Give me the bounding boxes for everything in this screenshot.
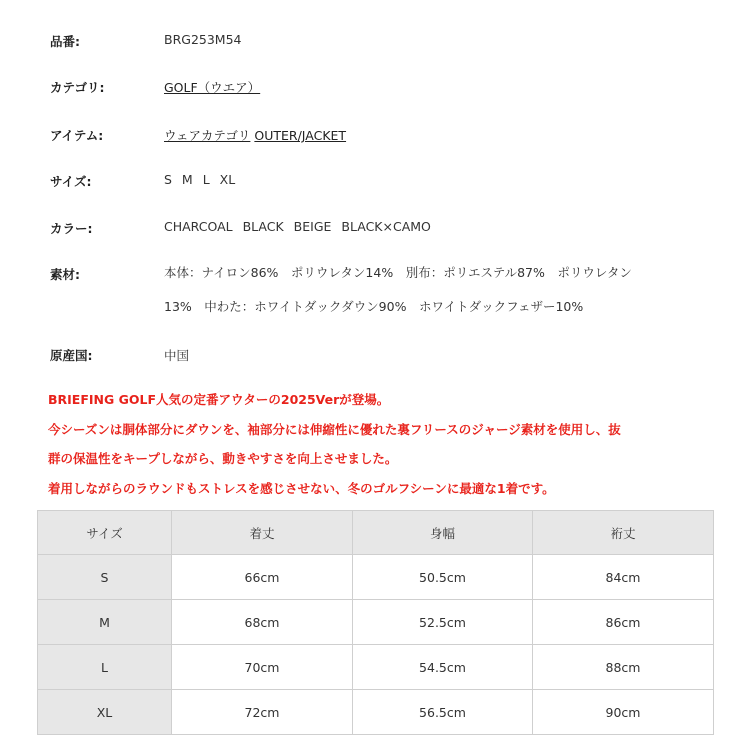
size-option: S [164, 172, 172, 187]
color-option: BEIGE [293, 219, 332, 234]
size-option: M [181, 172, 193, 187]
table-row [38, 600, 714, 645]
material-line: 本体：ナイロン86% ポリウレタン14% 別布：ポリエステル87% ポリウレタン [164, 265, 632, 280]
material-value [164, 256, 704, 324]
spec-label: アイテム: [50, 128, 104, 143]
spec-label: 品番: [50, 34, 80, 49]
sleeve-cell: 88cm [533, 645, 714, 690]
table-row [38, 555, 714, 600]
table-row [38, 645, 714, 690]
size-chart-table [37, 510, 714, 735]
width-cell: 52.5cm [353, 600, 533, 645]
color-option: BLACK×CAMO [341, 219, 431, 234]
size-option: XL [219, 172, 236, 187]
width-cell: 56.5cm [353, 690, 533, 735]
description-line: 群の保温性をキープしながら、動きやすさを向上させました。 [48, 451, 398, 466]
origin-value: 中国 [164, 348, 190, 363]
spec-label: カラー: [50, 221, 93, 236]
size-option: L [202, 172, 210, 187]
width-cell: 54.5cm [353, 645, 533, 690]
wear-category-link[interactable]: ウェアカテゴリ [164, 128, 251, 143]
length-cell: 72cm [172, 690, 353, 735]
description-line: BRIEFING GOLF人気の定番アウターの2025Verが登場。 [48, 392, 390, 407]
length-cell: 70cm [172, 645, 353, 690]
product-description [48, 385, 728, 503]
width-cell: 50.5cm [353, 555, 533, 600]
spec-label: 原産国: [50, 348, 93, 363]
spec-label: 素材: [50, 267, 80, 282]
product-number-value: BRG253M54 [164, 32, 242, 47]
size-cell: M [38, 600, 172, 645]
spec-label: カテゴリ: [50, 80, 105, 95]
length-cell: 66cm [172, 555, 353, 600]
material-line: 13% 中わた：ホワイトダックダウン90% ホワイトダックフェザー10% [164, 299, 584, 314]
sleeve-cell: 86cm [533, 600, 714, 645]
column-header: 裄丈 [533, 511, 714, 555]
color-values [164, 219, 431, 234]
size-cell: L [38, 645, 172, 690]
length-cell: 68cm [172, 600, 353, 645]
table-row [38, 690, 714, 735]
item-value [164, 126, 346, 144]
color-option: BLACK [242, 219, 284, 234]
size-cell: XL [38, 690, 172, 735]
spec-label: サイズ: [50, 174, 92, 189]
column-header: サイズ [38, 511, 172, 555]
sleeve-cell: 90cm [533, 690, 714, 735]
color-option: CHARCOAL [164, 219, 233, 234]
category-link[interactable]: GOLF（ウエア） [164, 80, 261, 95]
outer-jacket-link[interactable]: OUTER/JACKET [254, 128, 347, 143]
size-cell: S [38, 555, 172, 600]
description-line: 着用しながらのラウンドもストレスを感じさせない、冬のゴルフシーンに最適な1着です。 [48, 480, 555, 496]
sleeve-cell: 84cm [533, 555, 714, 600]
column-header: 着丈 [172, 511, 353, 555]
column-header: 身幅 [353, 511, 533, 555]
category-value [164, 78, 260, 96]
size-values [164, 172, 235, 187]
table-header-row [38, 511, 714, 555]
description-line: 今シーズンは胴体部分にダウンを、袖部分には伸縮性に優れた裏フリースのジャージ素材を使用し、抜 [48, 421, 621, 437]
